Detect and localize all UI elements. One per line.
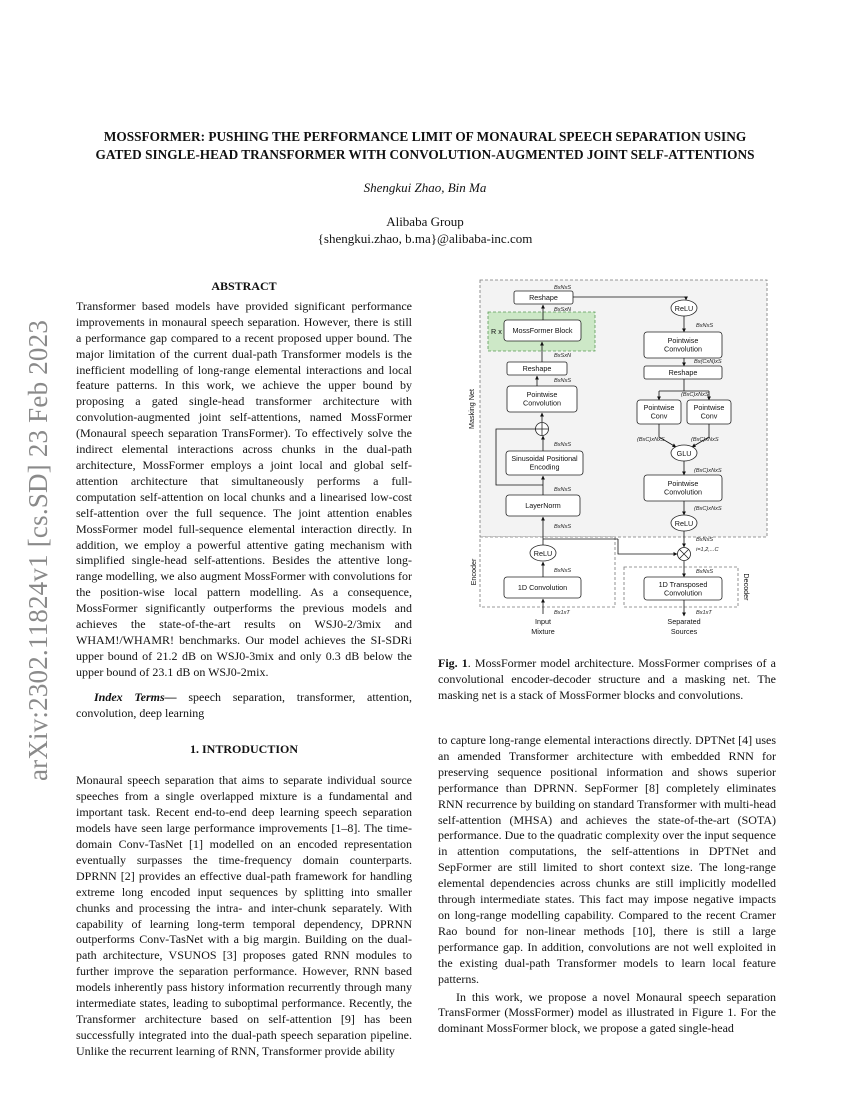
reshape-top-label: Reshape [529,293,558,302]
dim-bxcnxs-b: (BxC)xNxS [691,437,719,443]
dim-i-range: i=1,2,...C [696,547,719,553]
intro-left-text: Monaural speech separation that aims to separate individual source speeches from a single overlapped mixture is a fundamental and important task. Recent end-to-end deep learning speech separation models have seen large performance improvements [1–8]. The time-domain Conv-TasNet [1] modelled on an encoded representation eventually surpasses the time-frequency domain counterparts. DPRNN [2] provides an effective dual-path framework for handling extreme long encoded input sequences by splitting into smaller chunks and processing the intra- and inter-chunk separately. With capability of learning long-term temporal dependency, DPRNN outperforms Conv-TasNet with a big margin. Building on the dual-path architecture, VSUNOS [3] proposes gated RNN modules to further improve the separation performance. However, RNN based models inherently pass history information recurrently through many intermediate states, leading to suboptimal performance. Recently, the Transformer architecture based on self-attention [9] has been successfully integrated into the dual-path speech separation pipeline. Unlike the recurrent learning of RNN, Transformer provide ability [76,773,412,1058]
caption-label: Fig. 1 [438,656,468,670]
dim-bxnxs-ln: BxNxS [554,487,572,493]
affiliation-block [70,213,780,247]
pointwise-conv-right-label: Pointwise Convolution [664,336,702,354]
dim-bxsxn-top: BxSxN [554,307,572,313]
dim-bxnxs-relu-r: BxNxS [696,323,714,329]
dim-bxcnxs-split: (BxC)xNxS [681,392,709,398]
intro-right-text: to capture long-range elemental interactions directly. DPTNet [4] uses an amended Transformer architecture with embedded RNN for preserving sequence positional information and shows superior performance than DPRNN. SepFormer [8] completely eliminates RNN recurrence by building on standard Transformer with multi-head self-attention (MHSA) and achieves the state-of-the-art (SOTA) performance. Due to the quadratic complexity over the input sequence in attention computations, the self-attentions in DPTNet and SepFormer are still limited to short context size. The long-range elemental dependencies across chunks are still implicitly modelled through intermediate states. This fact may impose negative impacts on long-range modelling capability. Compared to the recent Cramer Rao bound for non-linear methods [10], there is still a large performance gap. In addition, convolutions are not well exploited in the existing dual-path Transformer models to learn local feature patterns. [438,733,776,986]
separated-sources-label: Separated Sources [667,617,701,636]
masking-net-label: Masking Net [467,389,476,429]
authors: Shengkui Zhao, Bin Ma [363,180,487,195]
dim-bxnxs-mid: BxNxS [554,378,572,384]
dim-bx1xt-in: Bx1xT [554,610,570,616]
dim-bxcnxs-pw: (BxC)xNxS [694,506,722,512]
intro-right-column [438,733,776,1037]
dim-bxnxs-top: BxNxS [554,285,572,291]
glu-label: GLU [676,449,692,458]
index-terms-label: Index Terms— [94,689,177,704]
caption-text: . MossFormer model architecture. MossFormer comprises of a convolutional encoder-decoder structure and a masking net. The masking net is a stack of MossFormer blocks and convolutions. [438,656,776,702]
dim-bx1xt-out: Bx1xT [696,610,712,616]
decoder-label: Decoder [742,573,751,601]
intro-right-text2: In this work, we propose a novel Monaural speech separation TransFormer (MossFormer) model as illustrated in Figure 1. For the dominant MossFormer block, we propose a gated single-head [438,989,776,1036]
relu-top-right-label: ReLU [674,304,694,313]
abstract-text: Transformer based models have provided significant performance improvements in monaural speech separation. However, there is still a performance gap compared to a recent proposed upper bound. The major limitation of the current dual-path Transformer models is the inefficient modelling of long-range elemental interactions and local feature patterns. In this work, we achieve the upper bound by proposing a gated single-head transformer architecture with convolution-augmented joint self-attentions, named MossFormer (Monaural speech separation TransFormer). To effectively solve the indirect elemental interactions across chunks in the dual-path architecture, MossFormer employs a joint local and global self-attention architecture that simultaneously performs a full-computation self-attention on local chunks and a linearised low-cost self-attention over the full sequence. The joint attention enables MossFormer model full-sequence elemental interaction directly. In addition, we employ a powerful attentive gating mechanism with simplified single-head self-attentions. Besides the attentive long-range modelling, we also augment MossFormer with convolutions for the position-wise local pattern modelling. As a consequence, MossFormer significantly outperforms the previous models and achieves the state-of-the-art results on WSJ0-2/3mix and WHAM!/WHAMR! benchmarks. Our model achieves the SI-SDRi upper bound of 21.2 dB on WSJ0-3mix and only 0.3 dB below the upper bound of 23.1 dB on WSJ0-2mix. [76,298,412,679]
figure-caption [438,656,776,704]
relu-encoder-label: ReLU [533,549,553,558]
pointwise-conv-b-label: Pointwise Conv [693,403,725,421]
dim-bxcnxs-a: (BxC)xNxS [637,437,665,443]
architecture-svg [466,279,768,639]
title-line-1: MOSSFORMER: PUSHING THE PERFORMANCE LIMIT OF MONAURAL SPEECH SEPARATION USING [103,129,747,144]
input-mixture-label: Input Mixture [531,617,555,636]
dim-bxnxs-conv: BxNxS [554,568,572,574]
pointwise-conv-left-label: Pointwise Convolution [523,390,561,408]
dim-bxnxs-plus: BxNxS [554,442,572,448]
affiliation: Alibaba Group [386,214,464,229]
pointwise-conv-right2-label: Pointwise Convolution [664,479,702,497]
abstract-heading: ABSTRACT [211,279,277,293]
figure-1-diagram [466,279,768,639]
arxiv-identifier [14,295,64,805]
layernorm-label: LayerNorm [525,501,561,510]
reshape-mid-label: Reshape [522,364,552,373]
relu-right-bottom-label: ReLU [674,519,694,528]
transposed-conv-label: 1D Transposed Convolution [658,580,708,598]
conv1d-label: 1D Convolution [517,583,568,592]
intro-heading: 1. INTRODUCTION [189,742,298,757]
dim-bxcnxs: Bx(CxN)xS [694,359,722,365]
dim-bxcnxs-glu: (BxC)xNxS [694,468,722,474]
dim-bxnxs-enc: BxNxS [554,524,572,530]
index-terms-text: speech separation, transformer, attention, convolution, deep learning [76,689,412,720]
sinusoidal-encoding-label: Sinusoidal Positional Encoding [511,454,578,472]
paper-title [70,128,780,164]
title-line-2: GATED SINGLE-HEAD TRANSFORMER WITH CONVOLUTION-AUGMENTED JOINT SELF-ATTENTIONS [95,147,755,162]
dim-bxsxn-mid: BxSxN [554,353,572,359]
reshape-right-label: Reshape [668,368,698,377]
dim-bxnxs-mult: BxNxS [696,537,714,543]
abstract-section [76,279,412,1060]
encoder-label: Encoder [469,558,478,586]
pointwise-conv-a-label: Pointwise Conv [643,403,675,421]
mossformer-block-label: MossFormer Block [512,326,573,335]
arxiv-id-text: arXiv:2302.11824v1 [cs.SD] 23 Feb 2023 [23,319,54,781]
repeat-count-label: R x [491,327,502,336]
index-terms [76,690,412,722]
dim-bxnxs-dec: BxNxS [696,569,714,575]
email: {shengkui.zhao, b.ma}@alibaba-inc.com [317,231,533,246]
